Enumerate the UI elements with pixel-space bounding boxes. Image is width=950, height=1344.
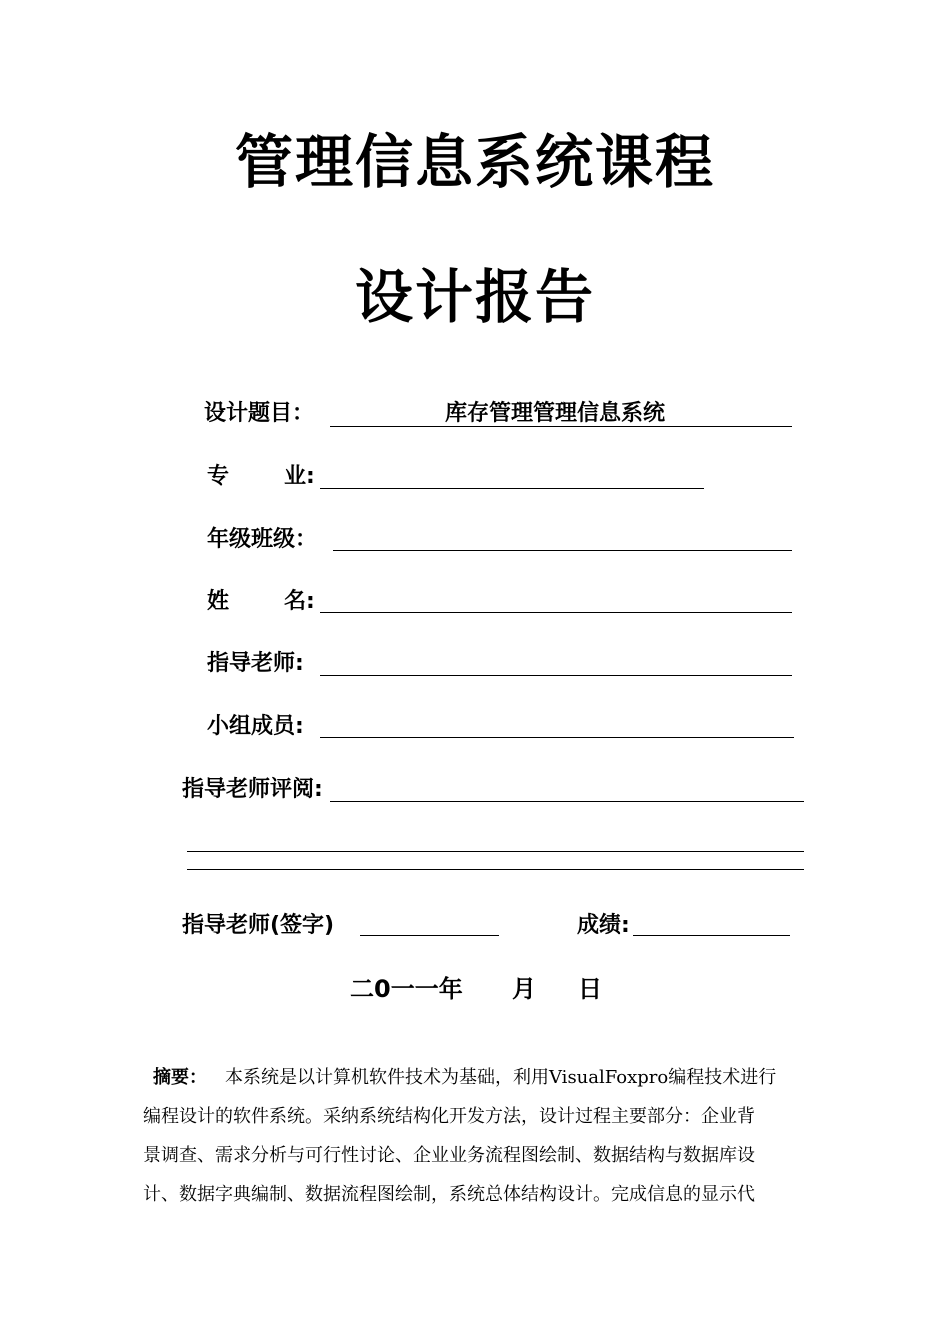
grade-label: 成绩: [577, 913, 630, 938]
abstract-label: 摘要： [153, 1067, 207, 1088]
review-underline-2 [187, 851, 804, 852]
abstract [143, 1058, 805, 1214]
abstract-line-1 [143, 1058, 805, 1097]
members-underline [320, 737, 794, 738]
abstract-line-2: 编程设计的软件系统。采纳系统结构化开发方法，设计过程主要部分：企业背 [143, 1106, 755, 1127]
review-underline-3 [187, 869, 804, 870]
date-day: 日 [578, 975, 602, 1003]
review-label: 指导老师评阅: [182, 777, 323, 802]
name-label-second: 名: [284, 589, 315, 614]
date-month: 月 [512, 975, 536, 1003]
name-underline [320, 612, 792, 613]
grade-underline [633, 935, 790, 936]
signature-label: 指导老师(签字) [182, 913, 335, 938]
major-underline [320, 488, 704, 489]
major-label-second: 业: [284, 464, 315, 489]
major-label-first: 专 [207, 464, 230, 489]
review-underline-1 [330, 801, 804, 802]
document-title: 管理信息系统课程 [234, 128, 715, 196]
topic-label: 设计题目： [204, 401, 315, 426]
abstract-text-1: 本系统是以计算机软件技术为基础，利用VisualFoxpro编程技术进行 [225, 1067, 777, 1088]
date-year: 二0一一年 [350, 975, 463, 1003]
abstract-line-4: 计、数据字典编制、数据流程图绘制，系统总体结构设计。完成信息的显示代 [143, 1184, 755, 1205]
topic-value: 库存管理管理信息系统 [445, 401, 666, 426]
class-underline [333, 550, 792, 551]
advisor-underline [320, 675, 792, 676]
signature-underline [360, 935, 499, 936]
name-label-first: 姓 [207, 589, 230, 614]
class-label: 年级班级： [207, 527, 318, 552]
advisor-label: 指导老师: [207, 651, 304, 676]
document-subtitle: 设计报告 [354, 263, 595, 331]
abstract-line-3: 景调查、需求分析与可行性讨论、企业业务流程图绘制、数据结构与数据库设 [143, 1145, 755, 1166]
members-label: 小组成员: [207, 714, 304, 739]
